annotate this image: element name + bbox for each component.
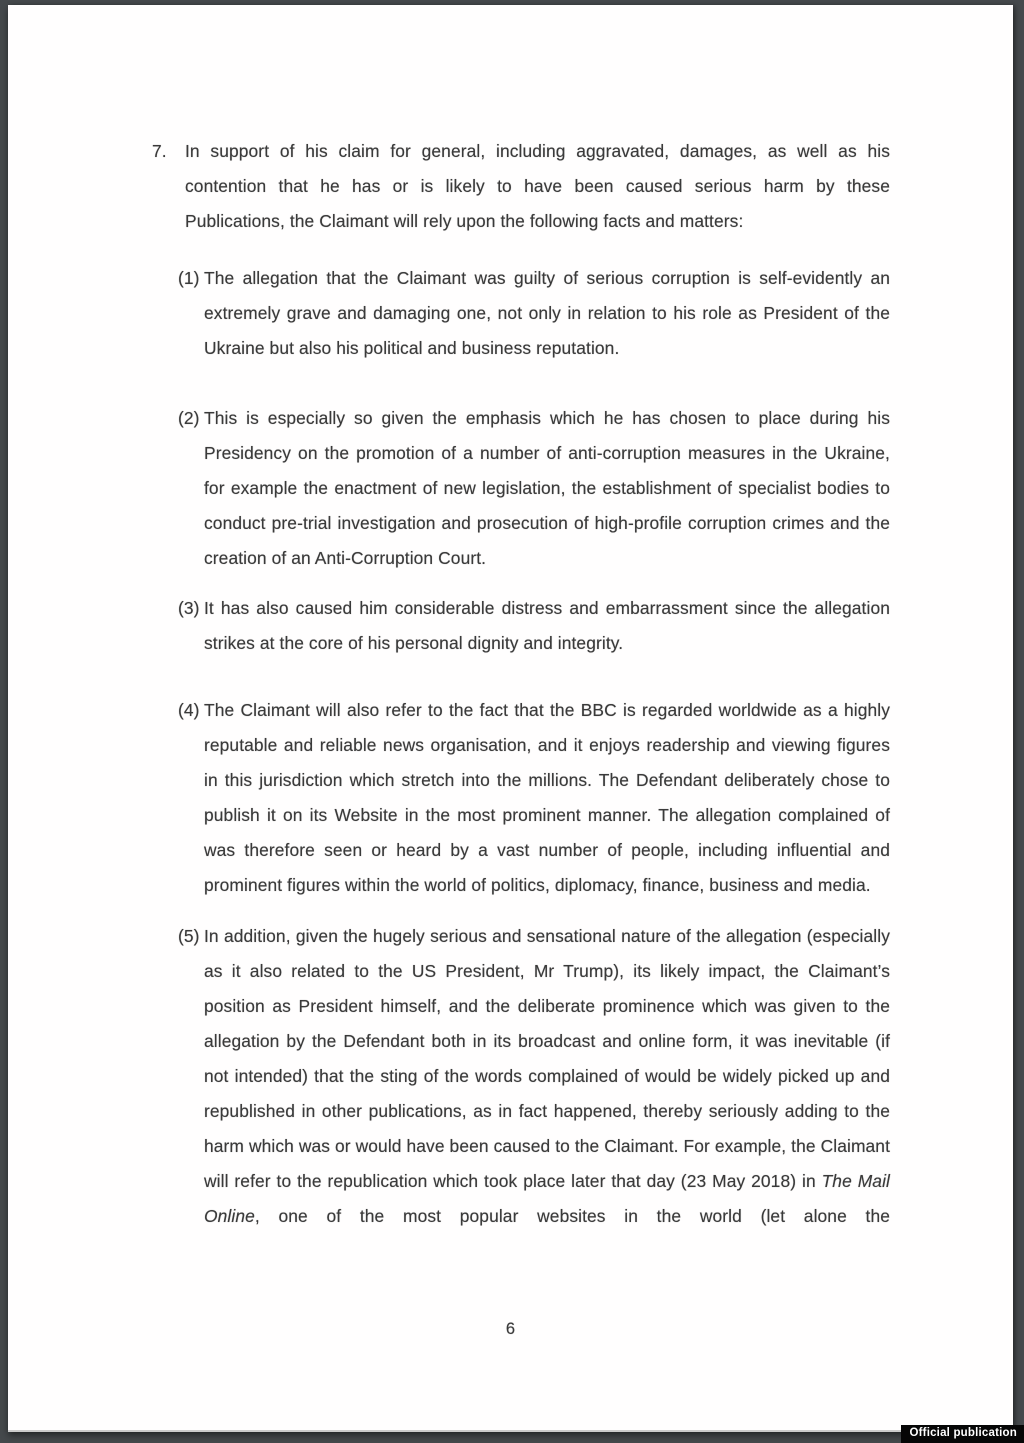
item-number: (3): [178, 598, 200, 618]
paragraph-number: 7.: [152, 141, 167, 161]
document-body: [152, 134, 890, 1234]
item-text-segment: In addition, given the hugely serious and sensational nature of the allegation (especially as it also related to the US President, Mr Trump), its likely impact, the Claimant’s position as President himself, and the deliberate prominence which was given to the allegation by the Defendant both in its broadcast and online form, it was inevitable (if not intended) that the sting of the words complained of would be widely picked up and republished in other publications, as in fact happened, thereby seriously adding to the harm which was or would have been caused to the Claimant. For example, the Claimant will refer to the republication which took place later that day (23 May 2018) in: [204, 926, 890, 1191]
page-number-footer: 6: [505, 1320, 516, 1338]
official-publication-badge: Official publication: [901, 1425, 1024, 1443]
item-text-segment: , one of the most popular websites in the world (let alone the: [254, 1206, 890, 1226]
item-text-italic-title: The Mail Online: [204, 1171, 890, 1226]
list-item-5: [178, 919, 890, 1234]
list-item-4: [178, 693, 890, 903]
item-text: This is especially so given the emphasis which he has chosen to place during his Presidency on the promotion of a number of anti-corruption measures in the Ukraine, for example the enactment of new legislation, the establishment of specialist bodies to conduct pre-trial investigation and prosecution of high-profile corruption crimes and the creation of an Anti-Corruption Court.: [204, 408, 890, 568]
list-item-1: [178, 261, 890, 366]
item-number: (2): [178, 408, 200, 428]
item-number: (4): [178, 700, 200, 720]
item-text: The Claimant will also refer to the fact that the BBC is regarded worldwide as a highly reputable and reliable news organisation, and it enjoys readership and viewing figures in this jurisdiction which stretch into the millions. The Defendant deliberately chose to publish it on its Website in the most prominent manner. The allegation complained of was therefore seen or heard by a vast number of people, including influential and prominent figures within the world of politics, diplomacy, finance, business and media.: [204, 700, 890, 895]
list-item-3: [178, 591, 890, 661]
item-text: It has also caused him considerable distress and embarrassment since the allegation strikes at the core of his personal dignity and integrity.: [204, 598, 890, 653]
item-number: (1): [178, 268, 200, 288]
document-page: [8, 5, 1013, 1432]
item-number: (5): [178, 926, 200, 946]
paragraph-7: [152, 134, 890, 239]
list-item-2: [178, 401, 890, 576]
item-text: The allegation that the Claimant was guilty of serious corruption is self-evidently an extremely grave and damaging one, not only in relation to his role as President of the Ukraine but also his political and business reputation.: [204, 268, 890, 358]
item-text: [204, 919, 890, 1234]
paragraph-text: In support of his claim for general, including aggravated, damages, as well as his contention that he has or is likely to have been caused serious harm by these Publications, the Claimant will rely upon the following facts and matters:: [185, 141, 890, 231]
